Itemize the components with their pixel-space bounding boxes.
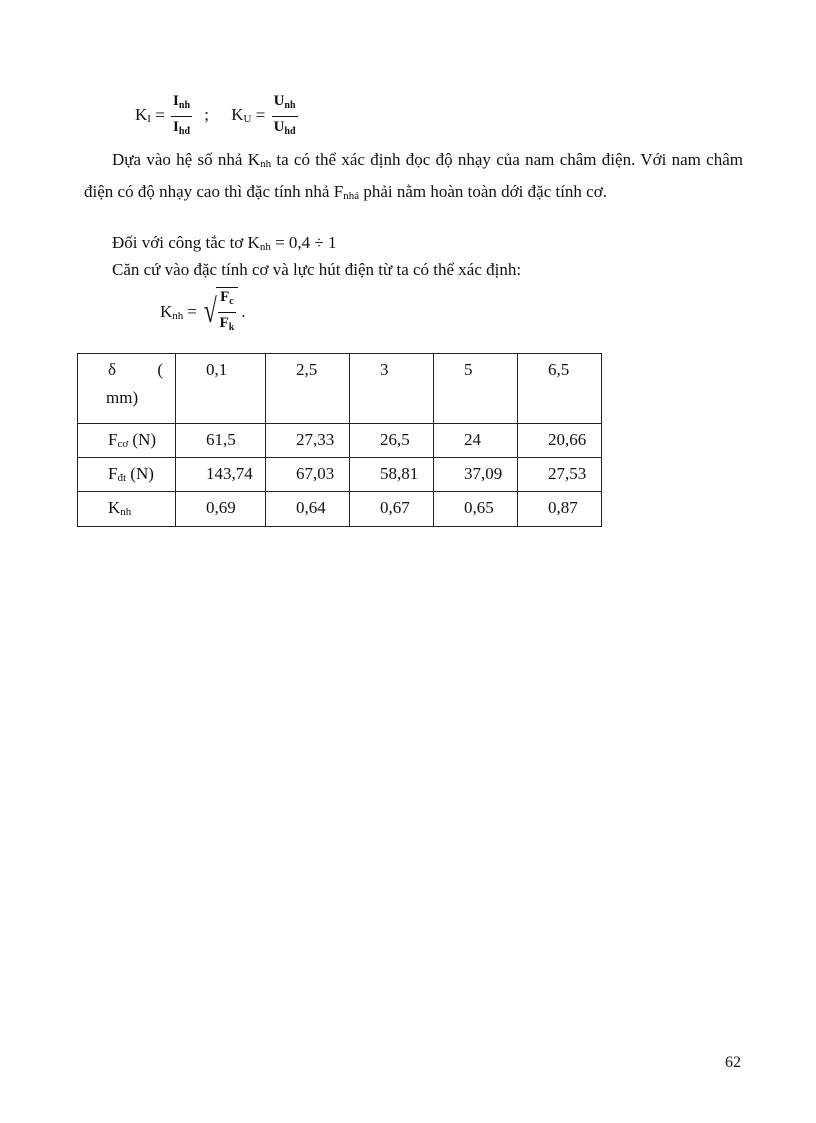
ki-equals: =	[155, 105, 165, 125]
table-cell: 61,5	[176, 424, 266, 458]
table-cell: 0,64	[266, 492, 350, 527]
table-cell: 37,09	[434, 458, 518, 492]
table-cell: 20,66	[518, 424, 602, 458]
radical-sign: √	[203, 293, 217, 330]
table-cell: 143,74	[176, 458, 266, 492]
table-cell: 24	[434, 424, 518, 458]
table-cell: 6,5	[518, 354, 602, 424]
table-cell: 26,5	[350, 424, 434, 458]
table-cell: 0,65	[434, 492, 518, 527]
knh-equals: =	[187, 302, 197, 321]
table-cell: 67,03	[266, 458, 350, 492]
table-cell: 2,5	[266, 354, 350, 424]
knh-sqrt-formula	[160, 287, 246, 337]
knh-lhs: Knh	[160, 302, 184, 322]
table-row-label: Knh	[78, 492, 176, 527]
table-row	[78, 424, 602, 458]
ki-lhs: KI	[135, 105, 151, 126]
table-row	[78, 458, 602, 492]
table-cell: 58,81	[350, 458, 434, 492]
table-row	[78, 492, 602, 527]
table-cell: 0,87	[518, 492, 602, 527]
ku-lhs: KU	[231, 105, 252, 126]
square-root	[201, 287, 238, 337]
table-cell: 0,1	[176, 354, 266, 424]
table-cell: 27,53	[518, 458, 602, 492]
table-cell: 0,67	[350, 492, 434, 527]
knh-fraction: $\frac{F_c}{F_k}$	[219, 289, 235, 333]
table-row-label: δ ( mm)	[78, 354, 176, 424]
table-cell: 5	[434, 354, 518, 424]
ku-fraction: $\frac{U_{nh}}{U_{hđ}}$	[273, 93, 296, 137]
table-row-label: Fđt (N)	[78, 458, 176, 492]
ki-fraction: $\frac{I_{nh}}{I_{hđ}}$	[173, 93, 191, 137]
contactor-coefficient-line: Đối với công tắc tơ Knh = 0,4 ÷ 1	[112, 233, 337, 253]
table-cell: 27,33	[266, 424, 350, 458]
current-voltage-ratio-formulas	[135, 92, 300, 141]
table-cell: 0,69	[176, 492, 266, 527]
basis-line: Căn cứ vào đặc tính cơ và lực hút điện từ ta có thể xác định:	[112, 260, 522, 279]
table-row-label: Fcơ (N)	[78, 424, 176, 458]
table-cell: 3	[350, 354, 434, 424]
measurement-table	[77, 353, 602, 527]
knh-period: .	[241, 302, 246, 321]
ku-equals: =	[255, 105, 266, 125]
release-coefficient-paragraph: Dựa vào hệ số nhả Knh ta có thể xác định đọc độ nhạy của nam châm điện. Với nam châm điện có độ nhạy cao thì đặc tính nhả Fnhả phải nằm hoàn toàn dới đặc tính cơ.	[84, 150, 743, 202]
table-row	[78, 354, 602, 424]
page-number: 62	[725, 1054, 741, 1071]
formula-separator: ;	[204, 105, 209, 125]
